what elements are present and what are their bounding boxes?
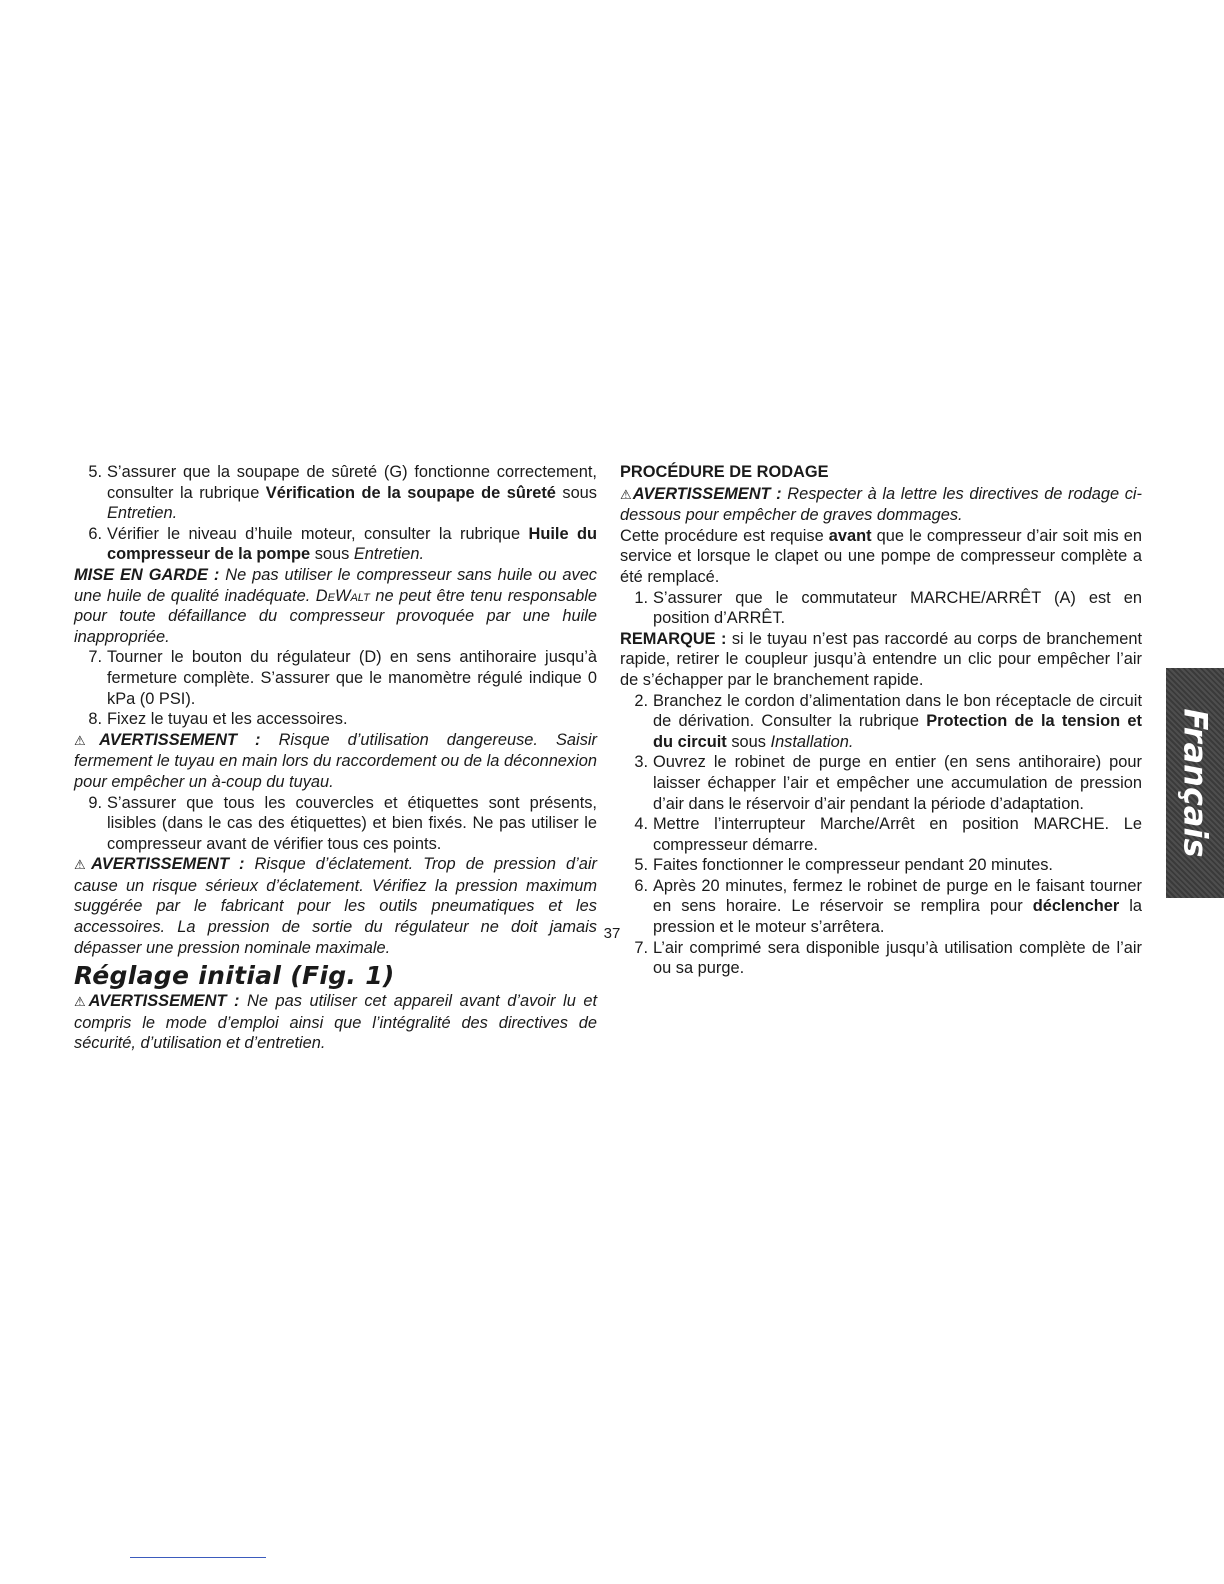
list-item-3: 3. Ouvrez le robinet de purge en entier (en sens antihoraire) pour laisser échapper l’air et empêcher une accumulation de pression d’air dans le réservoir d’air pendant la période d’adaptation. bbox=[634, 753, 1142, 813]
language-tab-label: Français bbox=[1176, 708, 1215, 858]
section-heading-initial-setup: Réglage initial (Fig. 1) bbox=[74, 961, 395, 991]
list-item-5: 5. S’assurer que la soupape de sûreté (G) fonctionne correctement, consulter la rubrique Vérification de la soupape de sûreté sous Entretien. bbox=[88, 463, 597, 523]
warning-burst: ⚠AVERTISSEMENT : Risque d’éclatement. Trop de pression d’air cause un risque sérieux d’éclatement. Vérifiez la pression maximum suggérée par le fabricant pour les outils pneumatiques et les accessoires. La pression de sortie du régulateur ne doit jamais dépasser une pression nominale maximale. bbox=[74, 855, 597, 957]
list-item-1: 1. S’assurer que le commutateur MARCHE/ARRÊT (A) est en position d’ARRÊT. bbox=[634, 588, 1142, 628]
caution-note: MISE EN GARDE : Ne pas utiliser le compresseur sans huile ou avec une huile de qualité inadéquate. DeWalt ne peut être tenu responsable pour toute défaillance du compresseur provoquée par une huile inappropriée. bbox=[74, 565, 598, 646]
page-number: 37 bbox=[603, 925, 621, 942]
left-column bbox=[74, 462, 597, 1054]
warning-triangle-icon: ⚠ bbox=[74, 994, 89, 1010]
right-column bbox=[620, 462, 1142, 979]
list-item-5-right: 5. Faites fonctionner le compresseur pendant 20 minutes. bbox=[634, 856, 1053, 875]
note-paragraph: REMARQUE : si le tuyau n’est pas raccordé au corps de branchement rapide, retirer le coupleur jusqu’à entendre un clic pour empêcher l’air de s’échapper par le branchement rapide. bbox=[620, 629, 1142, 689]
list-item-6: 6. Vérifier le niveau d’huile moteur, consulter la rubrique Huile du compresseur de la pompe sous Entretien. bbox=[88, 524, 597, 564]
warning-triangle-icon: ⚠ bbox=[74, 732, 100, 748]
language-side-tab bbox=[1166, 668, 1224, 898]
list-item-4: 4. Mettre l’interrupteur Marche/Arrêt en position MARCHE. Le compresseur démarre. bbox=[634, 815, 1142, 854]
list-item-7: 7. Tourner le bouton du régulateur (D) en sens antihoraire jusqu’à fermeture complète. S’assurer que le manomètre régulé indique 0 kPa (0 PSI). bbox=[88, 648, 597, 708]
list-item-6-right: 6. Après 20 minutes, fermez le robinet de purge en le faisant tourner en sens horaire. Le réservoir se remplira pour déclencher la pression et le moteur s’arrêtera. bbox=[634, 876, 1143, 937]
section-heading-break-in: PROCÉDURE DE RODAGE bbox=[620, 463, 829, 481]
warning-read-manual: ⚠AVERTISSEMENT : Ne pas utiliser cet appareil avant d’avoir lu et compris le mode d’emploi ainsi que l’intégralité des directives de sécurité, d’utilisation et d’entretien. bbox=[74, 992, 598, 1053]
warning-hose: ⚠AVERTISSEMENT : Risque d’utilisation dangereuse. Saisir fermement le tuyau en main lors du raccordement ou de la déconnexion pour empêcher un à-coup du tuyau. bbox=[74, 730, 597, 791]
footer-rule bbox=[130, 1557, 266, 1558]
warning-triangle-icon: ⚠ bbox=[620, 486, 633, 502]
list-item-7-right: 7. L’air comprimé sera disponible jusqu’à utilisation complète de l’air ou sa purge. bbox=[634, 938, 1142, 978]
warning-break-in: ⚠AVERTISSEMENT : Respecter à la lettre les directives de rodage ci-dessous pour empêcher de graves dommages. bbox=[620, 484, 1142, 525]
intro-paragraph: Cette procédure est requise avant que le compresseur d’air soit mis en service et lorsque le clapet ou une pompe de compresseur complète a été remplacé. bbox=[620, 526, 1142, 586]
list-item-2: 2. Branchez le cordon d’alimentation dans le bon réceptacle de circuit de dérivation. Consulter la rubrique Protection de la tension et du circuit sous Installation. bbox=[634, 691, 1142, 751]
warning-triangle-icon: ⚠ bbox=[74, 857, 92, 873]
list-item-9: 9. S’assurer que tous les couvercles et étiquettes sont présents, lisibles (dans le cas des étiquettes) et bien fixés. Ne pas utiliser le compresseur avant de vérifier tous ces points. bbox=[88, 793, 597, 853]
list-item-8: 8. Fixez le tuyau et les accessoires. bbox=[88, 710, 348, 729]
